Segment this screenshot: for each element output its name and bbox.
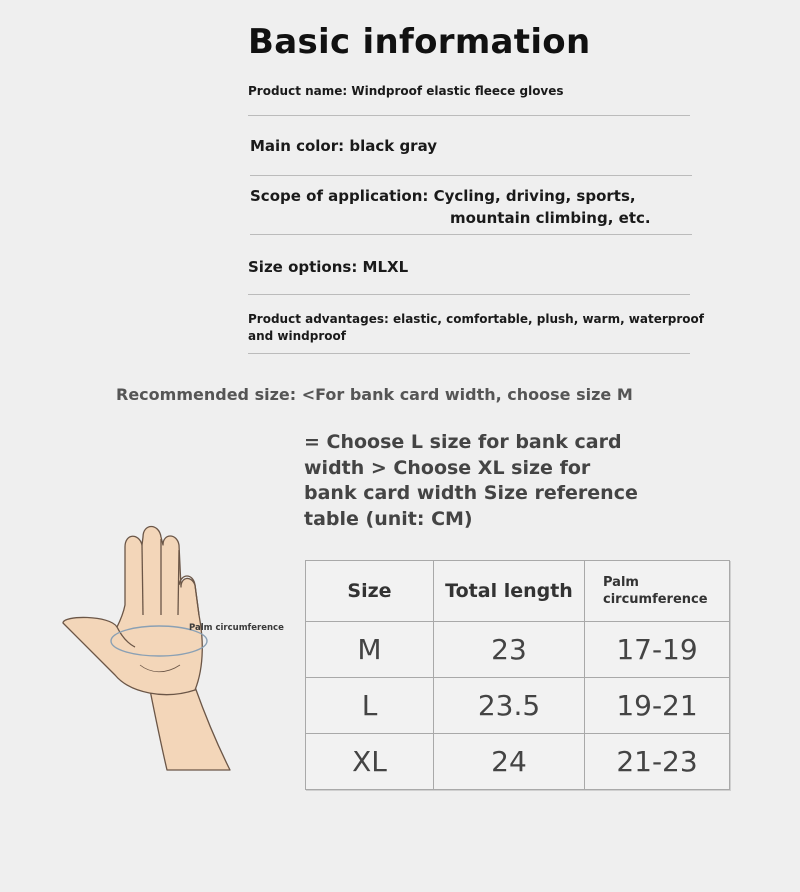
- product-name-row: [248, 84, 690, 116]
- table-cell: L: [306, 678, 434, 734]
- scope-text-line2: mountain climbing, etc.: [450, 209, 651, 227]
- size-options-row: [248, 258, 690, 295]
- table-cell: 19-21: [585, 678, 730, 734]
- table-cell: 17-19: [585, 622, 730, 678]
- scope-row: [250, 185, 692, 235]
- recommended-size-continued: = Choose L size for bank card width > Choose XL size for bank card width Size reference table (unit: CM): [304, 431, 638, 530]
- table-cell: M: [306, 622, 434, 678]
- size-options-text: Size options: MLXL: [248, 258, 409, 276]
- table-cell: 23.5: [434, 678, 585, 734]
- product-name-text: Product name: Windproof elastic fleece gloves: [248, 84, 564, 98]
- advantages-divider: [248, 353, 690, 354]
- table-cell: 24: [434, 734, 585, 790]
- table-row: [306, 734, 730, 790]
- scope-text-line1: Scope of application: Cycling, driving, sports,: [250, 187, 636, 205]
- table-cell: XL: [306, 734, 434, 790]
- table-row: [306, 678, 730, 734]
- table-cell: 23: [434, 622, 585, 678]
- hand-palm-label: Palm circumference: [189, 623, 284, 633]
- table-header-size: Size: [306, 561, 434, 622]
- table-header-total-length: Total length: [434, 561, 585, 622]
- table-header-palm-circumference: Palm circumference: [585, 561, 730, 622]
- table-row: [306, 622, 730, 678]
- table-header-row: [306, 561, 730, 622]
- advantages-text: Product advantages: elastic, comfortable, plush, warm, waterproof and windproof: [248, 312, 704, 343]
- table-cell: 21-23: [585, 734, 730, 790]
- hand-illustration-icon: [55, 515, 295, 775]
- size-reference-table: [305, 560, 730, 790]
- page-title: Basic information: [248, 22, 591, 62]
- advantages-row: [248, 311, 718, 354]
- main-color-text: Main color: black gray: [250, 137, 438, 155]
- main-color-row: [250, 137, 692, 176]
- recommended-size-text: Recommended size: <For bank card width, choose size M: [116, 385, 633, 404]
